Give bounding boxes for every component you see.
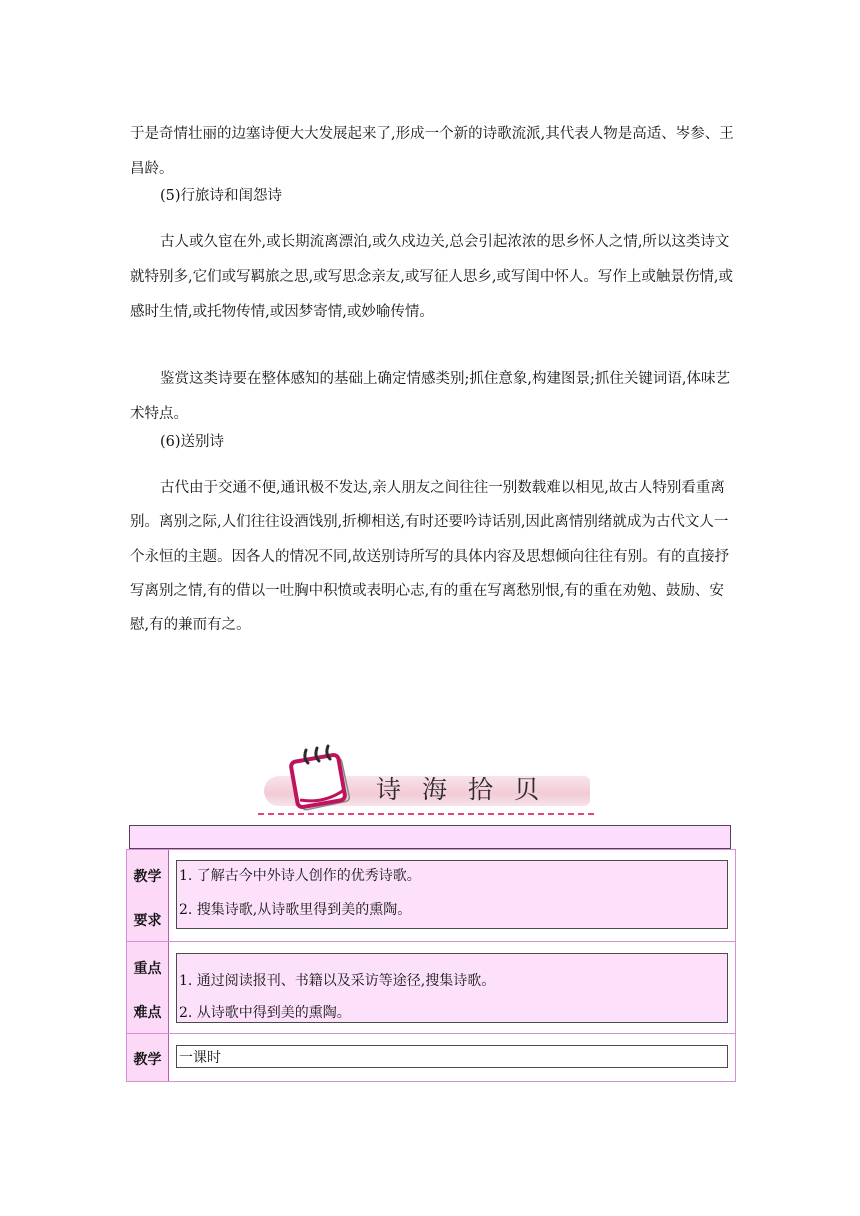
section-banner <box>258 742 594 820</box>
table-row-teaching-requirements <box>126 849 736 942</box>
calendar-icon <box>284 742 354 814</box>
banner-title: 诗海拾贝 <box>376 775 561 804</box>
row-label-bottom: 要求 <box>133 913 162 929</box>
list-item: 一课时 <box>179 1050 221 1066</box>
list-item: 1. 通过阅读报刊、书籍以及采访等途径,搜集诗歌。 <box>179 973 496 989</box>
heading-farewell-poetry: (6)送别诗 <box>160 434 225 450</box>
table-row-key-points <box>126 941 736 1034</box>
table-header-bar <box>129 825 731 849</box>
row-label-bottom: 难点 <box>133 1005 162 1021</box>
paragraph-farewell-poetry: 古代由于交通不便,通讯极不发达,亲人朋友之间往往一别数载难以相见,故古人特别看重离别。离别之际,人们往往设酒饯别,折柳相送,有时还要吟诗话别,因此离情别绪就成为古代文人一个永恒的主题。因各人的情况不同,故送别诗所写的具体内容及思想倾向往往有别。有的直接抒写离别之情,有的借以一吐胸中积愤或表明心志,有的重在写离愁别恨,有的重在劝勉、鼓励、安慰,有的兼而有之。 <box>130 480 730 634</box>
row-label-top: 教学 <box>133 1052 162 1068</box>
banner-dashed-line <box>258 813 594 815</box>
row-label <box>127 1034 169 1081</box>
key-points-box <box>176 953 728 1023</box>
row-label <box>127 850 169 941</box>
paragraph-frontier-poetry: 于是奇情壮丽的边塞诗便大大发展起来了,形成一个新的诗歌流派,其代表人物是高适、岑参、王昌龄。 <box>130 126 734 177</box>
list-item: 2. 从诗歌中得到美的熏陶。 <box>179 1005 351 1021</box>
table-row-teaching-time <box>126 1033 736 1082</box>
paragraph-travel-poetry: 古人或久宦在外,或长期流离漂泊,或久戍边关,总会引起浓浓的思乡怀人之情,所以这类诗文就特别多,它们或写羁旅之思,或写思念亲友,或写征人思乡,或写闺中怀人。写作上或触景伤情,或感时生情,或托物传情,或因梦寄情,或妙喻传情。 <box>130 234 734 320</box>
row-label-top: 重点 <box>133 961 162 977</box>
requirements-box <box>176 860 728 929</box>
row-label-top: 教学 <box>133 869 162 885</box>
teaching-time-box <box>176 1045 728 1068</box>
paragraph-appreciation: 鉴赏这类诗要在整体感知的基础上确定情感类别;抓住意象,构建图景;抓住关键词语,体味艺术特点。 <box>130 371 730 422</box>
list-item: 1. 了解古今中外诗人创作的优秀诗歌。 <box>179 868 421 884</box>
list-item: 2. 搜集诗歌,从诗歌里得到美的熏陶。 <box>179 902 412 918</box>
heading-travel-boudoir-poetry: (5)行旅诗和闺怨诗 <box>160 188 283 204</box>
row-label <box>127 942 169 1033</box>
